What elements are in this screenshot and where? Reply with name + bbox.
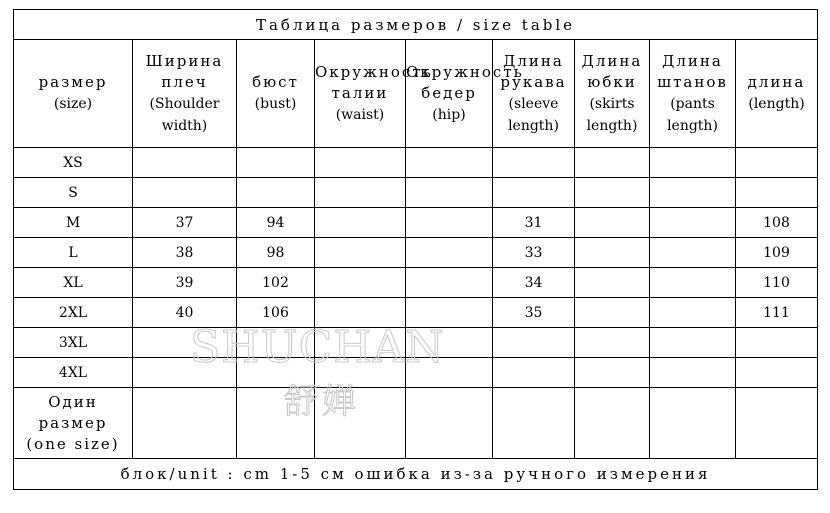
cell-pants [650, 358, 736, 388]
cell-shoulder: 39 [133, 268, 237, 298]
header-en: (hip) [432, 106, 466, 123]
watermark-latin: SHUCHAN [190, 322, 445, 373]
cell-skirt [575, 148, 650, 178]
header-cell [237, 40, 315, 148]
cell-hip [406, 358, 493, 388]
cell-pants [650, 298, 736, 328]
size-table [13, 9, 818, 490]
cell-shoulder [133, 358, 237, 388]
table-row [14, 148, 818, 178]
cell-hip [406, 208, 493, 238]
cell-pants [650, 208, 736, 238]
cell-length: 111 [736, 298, 818, 328]
header-en: (Shoulder width) [149, 95, 220, 134]
one-size-label [14, 388, 133, 459]
header-ru: Длина юбки [581, 51, 643, 91]
cell-waist [315, 148, 406, 178]
header-en: (skirts length) [586, 95, 638, 134]
cell-length [736, 358, 818, 388]
header-en: (size) [53, 96, 93, 112]
cell-shoulder [133, 148, 237, 178]
header-ru: размер [38, 73, 108, 91]
size-label: XL [14, 268, 133, 298]
table-row [14, 178, 818, 208]
cell-pants [650, 328, 736, 358]
header-ru: Ширина плеч [145, 51, 224, 91]
size-label: 3XL [14, 328, 133, 358]
cell-pants [650, 238, 736, 268]
size-label: S [14, 178, 133, 208]
cell-waist [315, 298, 406, 328]
size-label: M [14, 208, 133, 238]
cell-hip [406, 298, 493, 328]
cell-sleeve [493, 148, 575, 178]
cell-hip [406, 238, 493, 268]
table-row [14, 358, 818, 388]
cell-bust: 94 [237, 208, 315, 238]
cell-bust [237, 148, 315, 178]
cell-hip [406, 148, 493, 178]
cell-length [736, 178, 818, 208]
cell-skirt [575, 298, 650, 328]
cell-sleeve: 31 [493, 208, 575, 238]
cell-sleeve [493, 358, 575, 388]
cell-length [736, 148, 818, 178]
header-row [14, 40, 818, 148]
cell-length: 110 [736, 268, 818, 298]
cell-length: 109 [736, 238, 818, 268]
cell-skirt [575, 238, 650, 268]
cell-hip [406, 268, 493, 298]
one-size-en: (one size) [26, 434, 120, 453]
cell-hip [406, 328, 493, 358]
cell-waist [315, 178, 406, 208]
cell-sleeve [493, 178, 575, 208]
header-ru: Окружность талии [315, 62, 433, 102]
table-row [14, 268, 818, 298]
cell-shoulder [133, 328, 237, 358]
header-ru: Окружность бедер [406, 62, 524, 102]
one-size-ru: Один размер [38, 392, 108, 432]
cell-shoulder: 38 [133, 238, 237, 268]
footer-note: блок/unit : cm 1-5 см ошибка из-за ручного измерения [14, 459, 818, 490]
size-label: 2XL [14, 298, 133, 328]
table-title: Таблица размеров / size table [14, 10, 818, 40]
cell-waist [315, 208, 406, 238]
table-row [14, 298, 818, 328]
size-label: XS [14, 148, 133, 178]
cell-shoulder: 40 [133, 298, 237, 328]
header-cell [650, 40, 736, 148]
header-ru: бюст [252, 73, 299, 91]
cell-bust: 98 [237, 238, 315, 268]
cell-skirt [575, 178, 650, 208]
header-ru: Длина рукава [500, 51, 567, 91]
header-cell [315, 40, 433, 148]
cell-waist [315, 238, 406, 268]
header-cell [14, 40, 133, 148]
header-cell [736, 40, 818, 148]
cell-bust: 106 [237, 298, 315, 328]
cell-length [736, 328, 818, 358]
cell-skirt [575, 328, 650, 358]
header-en: (pants length) [667, 95, 718, 134]
cell-bust [237, 358, 315, 388]
cell-shoulder: 37 [133, 208, 237, 238]
cell-sleeve [493, 328, 575, 358]
cell-skirt [575, 268, 650, 298]
cell-sleeve: 33 [493, 238, 575, 268]
header-cell [133, 40, 237, 148]
cell-skirt [575, 208, 650, 238]
cell-sleeve: 34 [493, 268, 575, 298]
cell-skirt [575, 358, 650, 388]
cell-length: 108 [736, 208, 818, 238]
header-cell [575, 40, 650, 148]
watermark-cjk: 舒婵 [284, 382, 360, 422]
header-en: (bust) [254, 96, 297, 112]
cell-waist [315, 268, 406, 298]
header-ru: длина [747, 73, 806, 91]
header-en: (waist) [335, 106, 385, 123]
table-row [14, 328, 818, 358]
cell-pants [650, 148, 736, 178]
header-en: (length) [748, 96, 805, 112]
cell-bust [237, 328, 315, 358]
size-label: L [14, 238, 133, 268]
header-cell [406, 40, 524, 148]
cell-hip [406, 178, 493, 208]
cell-shoulder [133, 178, 237, 208]
table-row [14, 208, 818, 238]
cell-bust: 102 [237, 268, 315, 298]
cell-waist [315, 328, 406, 358]
cell-pants [650, 268, 736, 298]
size-label: 4XL [14, 358, 133, 388]
header-ru: Длина штанов [657, 51, 728, 91]
header-en: (sleeve length) [508, 95, 559, 134]
cell-bust [237, 178, 315, 208]
cell-sleeve: 35 [493, 298, 575, 328]
header-cell [493, 40, 575, 148]
cell-waist [315, 358, 406, 388]
cell-pants [650, 178, 736, 208]
table-row [14, 238, 818, 268]
one-size-row [14, 388, 818, 459]
